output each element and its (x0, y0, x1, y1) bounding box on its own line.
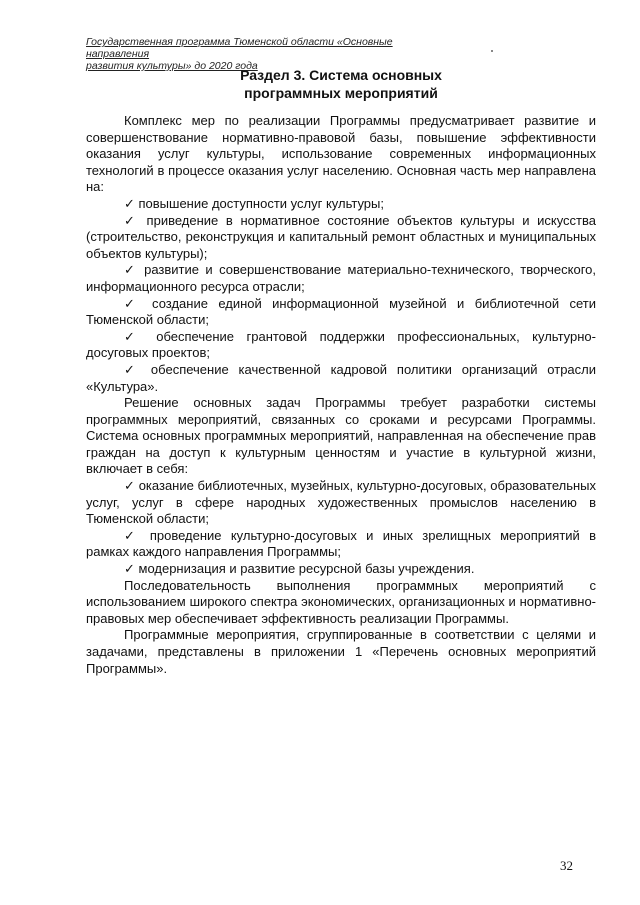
list-item: ✓ приведение в нормативное состояние объектов культуры и искусства (строительство, реконструкция и капитальный ремонт областных и муниципальных объектов культуры); (86, 212, 596, 261)
list-item: ✓ проведение культурно-досуговых и иных зрелищных мероприятий в рамках каждого направления Программы; (86, 527, 596, 560)
body-text (86, 113, 596, 677)
paragraph-tasks: Решение основных задач Программы требует разработки системы программных мероприятий, связанных со сроками и ресурсами Программы. Система основных программных мероприятий, направленная на обеспечение прав граждан на доступ к культурным ценностям и участие в культурной жизни, включает в себя: (86, 395, 596, 477)
header-line-1: Государственная программа Тюменской области «Основные направления (86, 36, 393, 60)
scan-mark (491, 50, 493, 52)
page-number: 32 (560, 858, 573, 873)
paragraph-appendix: Программные мероприятия, сгруппированные в соответствии с целями и задачами, представлены в приложении 1 «Перечень основных мероприятий Программы». (86, 627, 596, 676)
list-item: ✓ обеспечение грантовой поддержки профессиональных, культурно-досуговых проектов; (86, 328, 596, 361)
list-item: ✓ развитие и совершенствование материально-технического, творческого, информационного ресурса отрасли; (86, 262, 596, 294)
section-title (86, 66, 596, 102)
list-item: ✓ повышение доступности услуг культуры; (124, 195, 384, 211)
paragraph-intro: Комплекс мер по реализации Программы предусматривает развитие и совершенствование нормативно-правовой базы, повышение эффективности оказания услуг культуры, использование современных информационных технологий в процессе оказания услуг населению. Основная часть мер направлена на: (86, 113, 596, 195)
list-item: ✓ оказание библиотечных, музейных, культурно-досуговых, образовательных услуг, услуг в сфере народных художественных промыслов населению в Тюменской области; (86, 478, 596, 527)
list-item: ✓ создание единой информационной музейной и библиотечной сети Тюменской области; (86, 295, 596, 328)
list-item: ✓ обеспечение качественной кадровой политики организаций отрасли «Культура». (86, 361, 596, 394)
header-line-2: развития культуры» до 2020 года (86, 60, 258, 72)
section-title-line-2: программных мероприятий (244, 85, 438, 101)
section-title-line-1: Раздел 3. Система основных (240, 67, 442, 83)
paragraph-sequence: Последовательность выполнения программных мероприятий с использованием широкого спектра экономических, организационных и нормативно-правовых мер обеспечивает эффективность реализации Программы. (86, 577, 596, 626)
list-item: ✓ модернизация и развитие ресурсной базы учреждения. (124, 561, 475, 577)
